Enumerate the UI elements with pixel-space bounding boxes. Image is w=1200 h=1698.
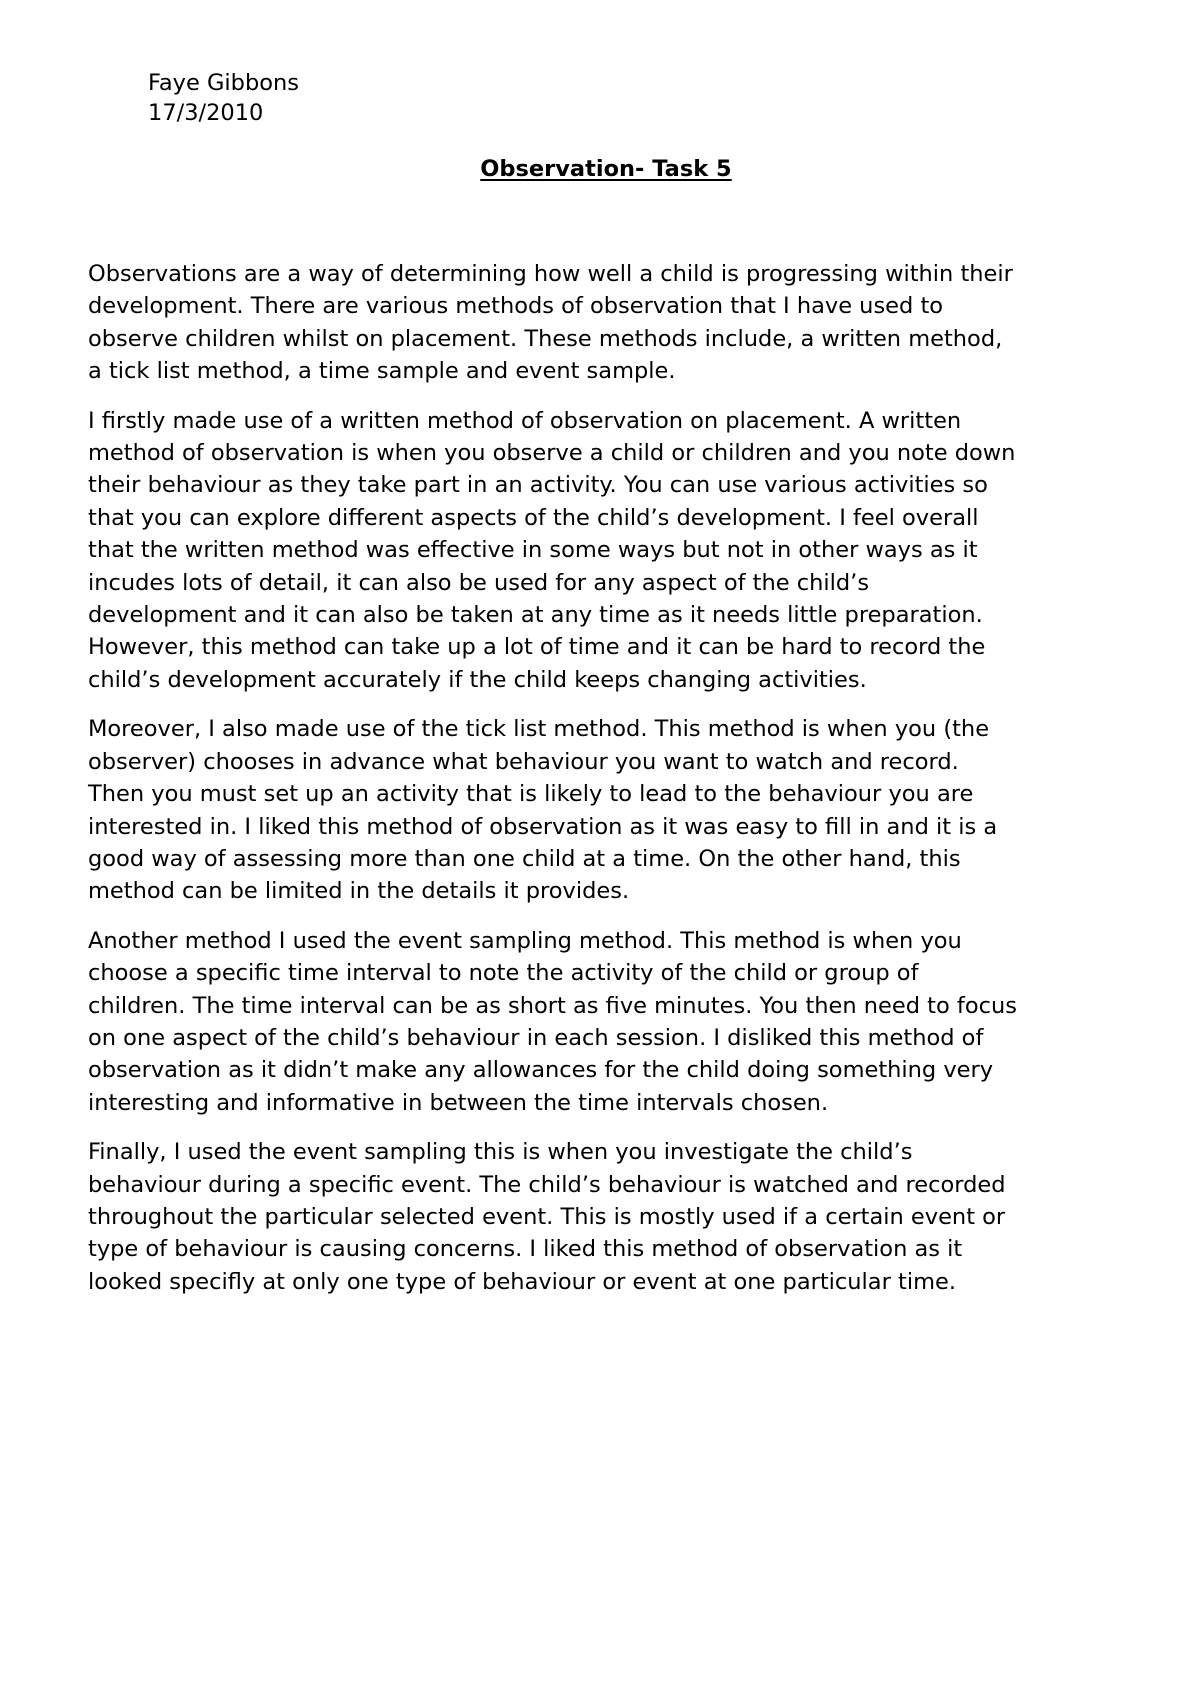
paragraph-line: behaviour during a specific event. The child’s behaviour is watched and recorded <box>88 1171 1006 1198</box>
paragraph-line: children. The time interval can be as short as five minutes. You then need to focus <box>88 992 1017 1019</box>
document-title <box>0 154 1200 184</box>
paragraph-line: a tick list method, a time sample and event sample. <box>88 358 676 385</box>
body-paragraph <box>88 925 1118 1119</box>
paragraph-line: Moreover, I also made use of the tick list method. This method is when you (the <box>88 716 990 743</box>
paragraph-line: Then you must set up an activity that is likely to lead to the behaviour you are <box>88 781 974 808</box>
paragraph-line: observer) chooses in advance what behaviour you want to watch and record. <box>88 748 959 775</box>
paragraph-line: type of behaviour is causing concerns. I liked this method of observation as it <box>88 1236 963 1263</box>
paragraph-line: child’s development accurately if the child keeps changing activities. <box>88 666 867 693</box>
body-paragraph <box>88 258 1118 388</box>
document-header <box>148 68 299 128</box>
document-title-text: Observation- Task 5 <box>480 156 732 182</box>
paragraph-line: observation as it didn’t make any allowances for the child doing something very <box>88 1057 994 1084</box>
paragraph-line: observe children whilst on placement. These methods include, a written method, <box>88 325 1003 352</box>
paragraph-line: Finally, I used the event sampling this is when you investigate the child’s <box>88 1139 913 1166</box>
paragraph-line: method of observation is when you observe a child or children and you note down <box>88 440 1016 467</box>
paragraph-line: their behaviour as they take part in an activity. You can use various activities so <box>88 472 988 499</box>
body-paragraph <box>88 1136 1118 1298</box>
body-paragraph <box>88 405 1118 697</box>
document-body <box>88 258 1118 1315</box>
paragraph-line: interesting and informative in between the time intervals chosen. <box>88 1089 829 1116</box>
paragraph-line: Observations are a way of determining how well a child is progressing within their <box>88 261 1013 287</box>
paragraph-line: I firstly made use of a written method of observation on placement. A written <box>88 407 962 434</box>
author-name: Faye Gibbons <box>148 70 299 96</box>
paragraph-line: choose a specific time interval to note the activity of the child or group of <box>88 960 919 987</box>
paragraph-line: However, this method can take up a lot of time and it can be hard to record the <box>88 634 986 661</box>
paragraph-line: development and it can also be taken at any time as it needs little preparation. <box>88 602 983 629</box>
paragraph-line: good way of assessing more than one child at a time. On the other hand, this <box>88 845 961 872</box>
paragraph-line: looked specifly at only one type of behaviour or event at one particular time. <box>88 1268 956 1295</box>
document-date: 17/3/2010 <box>148 100 264 126</box>
paragraph-line: throughout the particular selected event. This is mostly used if a certain event or <box>88 1203 1006 1230</box>
paragraph-line: incudes lots of detail, it can also be used for any aspect of the child’s <box>88 569 870 596</box>
paragraph-line: that the written method was effective in some ways but not in other ways as it <box>88 537 978 564</box>
paragraph-line: method can be limited in the details it provides. <box>88 878 630 905</box>
paragraph-line: Another method I used the event sampling method. This method is when you <box>88 927 962 954</box>
paragraph-line: that you can explore different aspects of the child’s development. I feel overall <box>88 504 979 531</box>
body-paragraph <box>88 713 1118 907</box>
paragraph-line: interested in. I liked this method of observation as it was easy to fill in and it is a <box>88 813 998 840</box>
paragraph-line: on one aspect of the child’s behaviour in each session. I disliked this method of <box>88 1024 984 1051</box>
paragraph-line: development. There are various methods of observation that I have used to <box>88 293 944 320</box>
